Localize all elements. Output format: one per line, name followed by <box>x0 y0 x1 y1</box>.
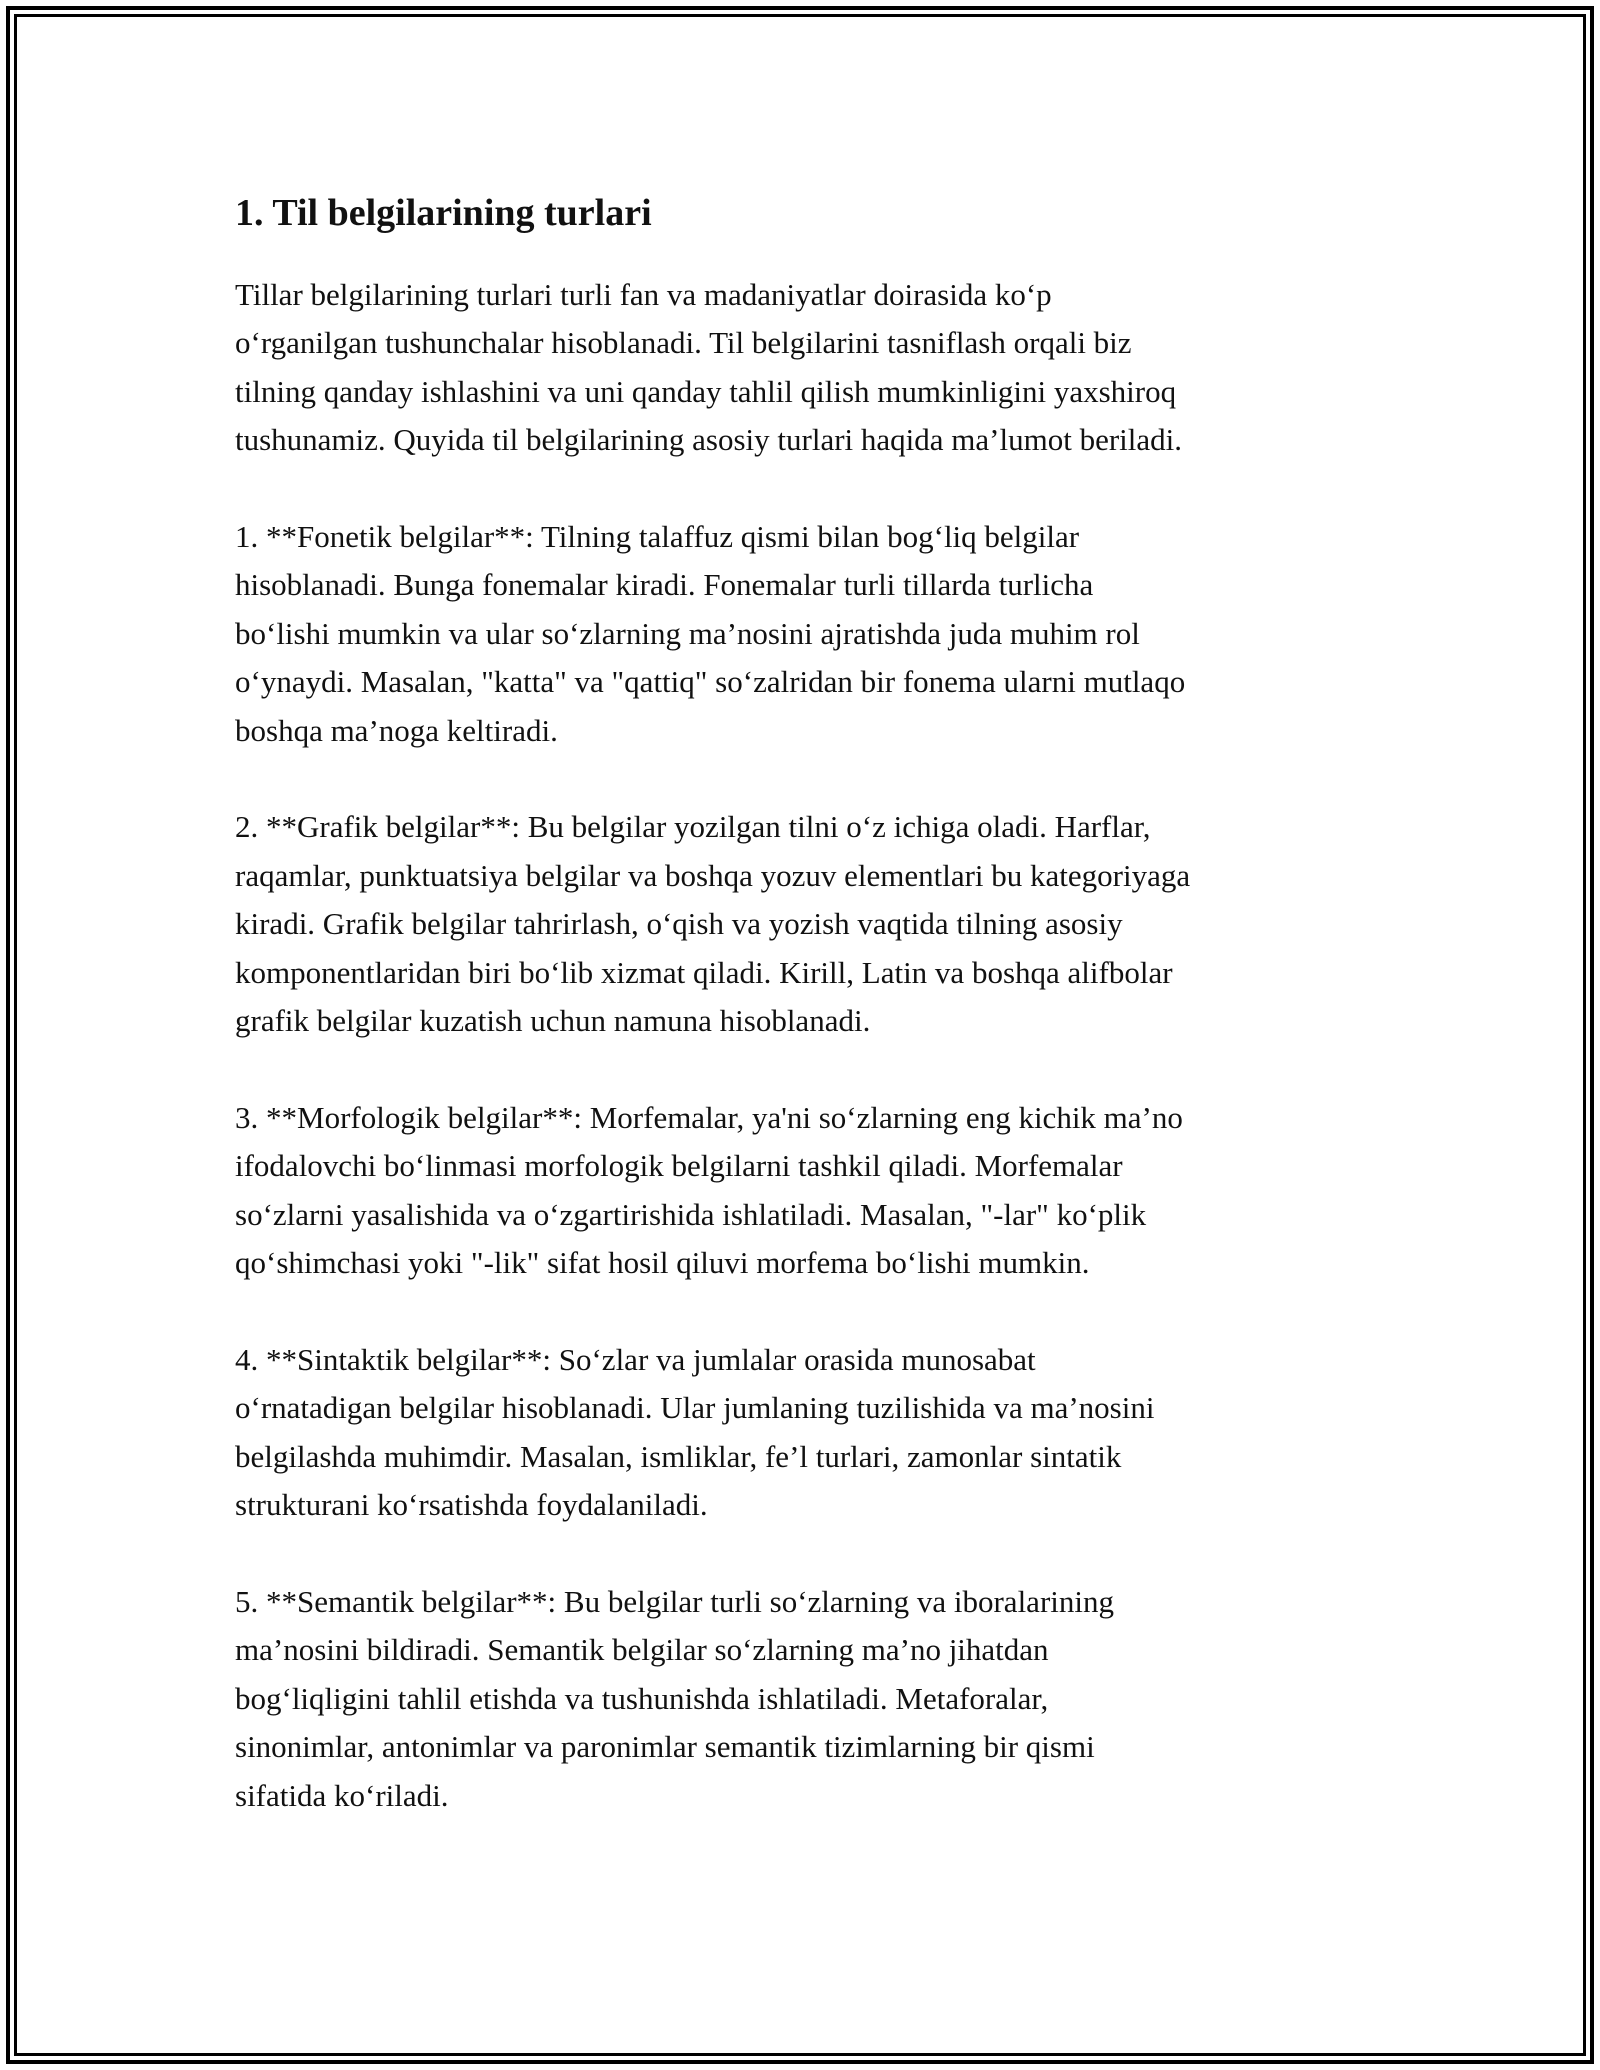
paragraph-line: bog‘liqligini tahlil etishda va tushunishda ishlatiladi. Metaforalar, <box>235 1680 1049 1716</box>
paragraph-line: 5. **Semantik belgilar**: Bu belgilar turli so‘zlarning va iboralarining <box>235 1583 1114 1619</box>
document-title: 1. Til belgilarining turlari <box>235 192 652 234</box>
paragraph-line: 1. **Fonetik belgilar**: Tilning talaffuz qismi bilan bog‘liq belgilar <box>235 519 1080 555</box>
paragraph-line: kiradi. Grafik belgilar tahrirlash, o‘qish va yozish vaqtida tilning asosiy <box>235 906 1123 942</box>
paragraph-line: grafik belgilar kuzatish uchun namuna hisoblanadi. <box>235 1003 871 1039</box>
paragraph-line: tushunamiz. Quyida til belgilarining asosiy turlari haqida ma’lumot beriladi. <box>235 422 1183 458</box>
paragraph-line: komponentlaridan biri bo‘lib xizmat qiladi. Kirill, Latin va boshqa alifbolar <box>235 954 1173 990</box>
paragraph-line: tilning qanday ishlashini va uni qanday tahlil qilish mumkinligini yaxshiroq <box>235 373 1177 409</box>
paragraph-line: o‘ynaydi. Masalan, "katta" va "qattiq" so‘zalridan bir fonema ularni mutlaqo <box>235 664 1186 700</box>
paragraph-line: ifodalovchi bo‘linmasi morfologik belgilarni tashkil qiladi. Morfemalar <box>235 1148 1123 1184</box>
paragraph-line: boshqa ma’noga keltiradi. <box>235 712 558 748</box>
paragraph-line: qo‘shimchasi yoki "-lik" sifat hosil qiluvi morfema bo‘lishi mumkin. <box>235 1245 1090 1281</box>
paragraph-line: 2. **Grafik belgilar**: Bu belgilar yozilgan tilni o‘z ichiga oladi. Harflar, <box>235 809 1151 845</box>
paragraph-line: sinonimlar, antonimlar va paronimlar semantik tizimlarning bir qismi <box>235 1729 1095 1765</box>
paragraph-semantik <box>235 1578 1375 1820</box>
paragraph-line: 3. **Morfologik belgilar**: Morfemalar, ya'ni so‘zlarning eng kichik ma’no <box>235 1099 1183 1135</box>
paragraph-line: so‘zlarni yasalishida va o‘zgartirishida ishlatiladi. Masalan, "-lar" ko‘plik <box>235 1196 1147 1232</box>
paragraph-line: o‘rganilgan tushunchalar hisoblanadi. Til belgilarini tasniflash orqali biz <box>235 325 1132 361</box>
paragraph-line: bo‘lishi mumkin va ular so‘zlarning ma’nosini ajratishda juda muhim rol <box>235 615 1140 651</box>
paragraph-line: raqamlar, punktuatsiya belgilar va boshqa yozuv elementlari bu kategoriyaga <box>235 857 1191 893</box>
paragraph-line: Tillar belgilarining turlari turli fan va madaniyatlar doirasida ko‘p <box>235 277 1052 312</box>
paragraph-line: o‘rnatadigan belgilar hisoblanadi. Ular jumlaning tuzilishida va ma’nosini <box>235 1390 1155 1426</box>
paragraph-fonetik <box>235 513 1375 755</box>
paragraph-line: strukturani ko‘rsatishda foydalaniladi. <box>235 1487 708 1523</box>
paragraph-line: 4. **Sintaktik belgilar**: So‘zlar va jumlalar orasida munosabat <box>235 1341 1036 1377</box>
paragraph-line: sifatida ko‘riladi. <box>235 1777 449 1813</box>
paragraph-line: belgilashda muhimdir. Masalan, ismliklar, fe’l turlari, zamonlar sintatik <box>235 1438 1122 1474</box>
paragraph-intro <box>235 271 1375 465</box>
paragraph-sintaktik <box>235 1336 1375 1530</box>
paragraph-line: hisoblanadi. Bunga fonemalar kiradi. Fonemalar turli tillarda turlicha <box>235 567 1094 603</box>
paragraph-line: ma’nosini bildiradi. Semantik belgilar so‘zlarning ma’no jihatdan <box>235 1632 1049 1668</box>
paragraph-grafik <box>235 803 1375 1045</box>
paragraph-morfologik <box>235 1094 1375 1288</box>
document-body <box>235 185 1375 1868</box>
